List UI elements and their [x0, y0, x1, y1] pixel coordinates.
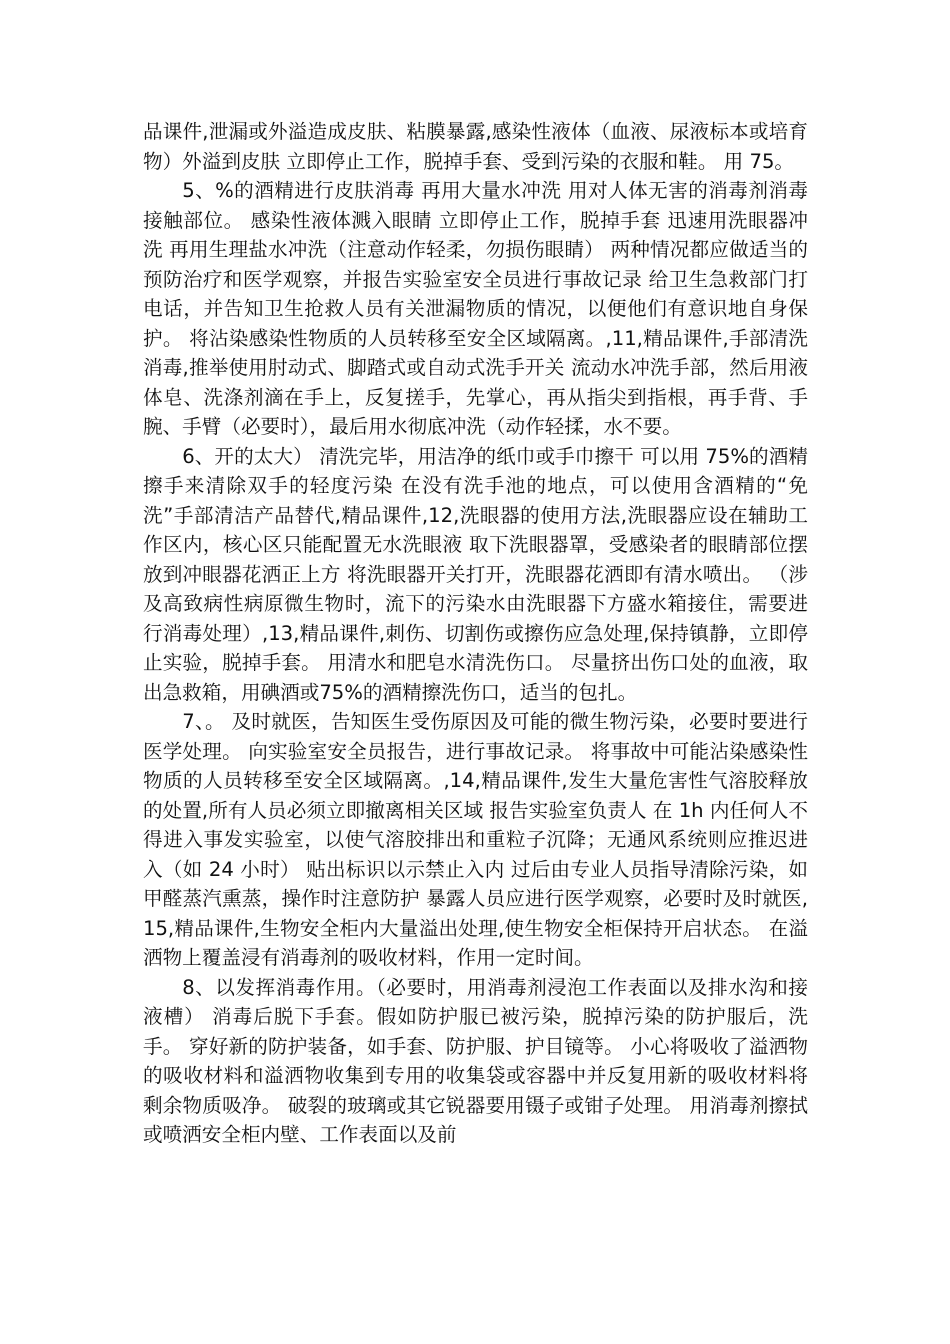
- paragraph-1: 品课件,泄漏或外溢造成皮肤、粘膜暴露,感染性液体（血液、尿液标本或培育物）外溢到皮肤 立即停止工作，脱掉手套、受到污染的衣服和鞋。 用 75。: [143, 120, 808, 173]
- paragraph-2: 5、%的酒精进行皮肤消毒 再用大量水冲洗 用对人体无害的消毒剂消毒接触部位。 感染性液体溅入眼睛 立即停止工作，脱掉手套 迅速用洗眼器冲洗 再用生理盐水冲洗（注意动作轻柔，勿损伤眼睛） 两种情况都应做适当的预防治疗和医学观察，并报告实验室安全员进行事故记录 给卫生急救部门打电话，并告知卫生抢救人员有关泄漏物质的情况，以便他们有意识地自身保护。 将沾染感染性物质的人员转移至安全区域隔离。,11,精品课件,手部清洗消毒,推举使用肘动式、脚踏式或自动式洗手开关 流动水冲洗手部，然后用液体皂、洗涤剂滴在手上，反复搓手，先掌心，再从指尖到指根，再手背、手腕、手臂（必要时），最后用水彻底冲洗（动作轻揉，水不要。: [143, 179, 808, 438]
- paragraph-5: 8、以发挥消毒作用。（必要时，用消毒剂浸泡工作表面以及排水沟和接液槽） 消毒后脱下手套。假如防护服已被污染，脱掉污染的防护服后，洗手。 穿好新的防护装备，如手套、防护服、护目镜等。 小心将吸收了溢洒物的吸收材料和溢洒物收集到专用的收集袋或容器中并反复用新的吸收材料将剩余物质吸净。 破裂的玻璃或其它锐器要用镊子或钳子处理。 用消毒剂擦拭或喷洒安全柜内壁、工作表面以及前: [143, 975, 808, 1146]
- paragraph-4: 7、。 及时就医，告知医生受伤原因及可能的微生物污染，必要时要进行医学处理。 向实验室安全员报告，进行事故记录。 将事故中可能沾染感染性物质的人员转移至安全区域隔离。,14,精品课件,发生大量危害性气溶胶释放的处置,所有人员必须立即撤离相关区域 报告实验室负责人 在 1h 内任何人不得进入事发实验室，以使气溶胶排出和重粒子沉降；无通风系统则应推迟进入（如 24 小时） 贴出标识以示禁止入内 过后由专业人员指导清除污染，如甲醛蒸汽熏蒸，操作时注意防护 暴露人员应进行医学观察，必要时及时就医,15,精品课件,生物安全柜内大量溢出处理,使生物安全柜保持开启状态。 在溢洒物上覆盖浸有消毒剂的吸收材料，作用一定时间。: [143, 710, 808, 969]
- document-body: [143, 117, 808, 1150]
- paragraph-3: 6、开的太大） 清洗完毕，用洁净的纸巾或手巾擦干 可以用 75%的酒精擦手来清除双手的轻度污染 在没有洗手池的地点，可以使用含酒精的“免洗”手部清洁产品替代,精品课件,12,洗眼器的使用方法,洗眼器应设在辅助工作区内，核心区只能配置无水洗眼液 取下洗眼器罩，受感染者的眼睛部位摆放到冲眼器花洒正上方 将洗眼器开关打开，洗眼器花洒即有清水喷出。 （涉及高致病性病原微生物时，流下的污染水由洗眼器下方盛水箱接住，需要进行消毒处理）,13,精品课件,刺伤、切割伤或擦伤应急处理,保持镇静，立即停止实验，脱掉手套。 用清水和肥皂水清洗伤口。 尽量挤出伤口处的血液，取出急救箱，用碘酒或75%的酒精擦洗伤口，适当的包扎。: [143, 444, 808, 704]
